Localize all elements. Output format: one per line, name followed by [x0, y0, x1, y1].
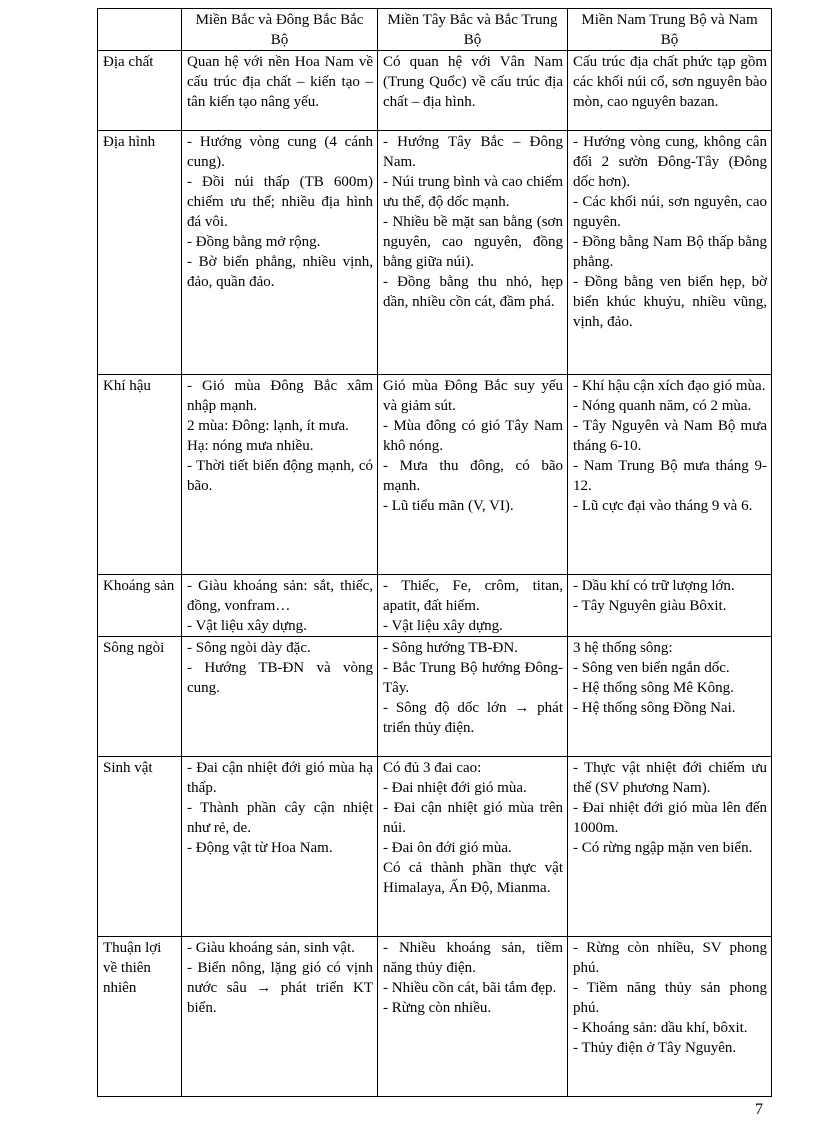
cell-line: - Giàu khoáng sản, sinh vật.: [187, 940, 355, 956]
header-row: [98, 9, 772, 51]
table-cell: [182, 575, 378, 637]
cell-line: - Sông ngòi dày đặc.: [187, 640, 311, 656]
cell-line: - Gió mùa Đông Bắc xâm nhập mạnh.: [187, 378, 373, 414]
table-cell: [378, 51, 568, 131]
table-cell: [182, 637, 378, 757]
table-cell: [378, 375, 568, 575]
table-cell: [568, 937, 772, 1097]
cell-line: Gió mùa Đông Bắc suy yếu và giảm sút.: [383, 378, 563, 414]
cell-line: - Đồng bằng mở rộng.: [187, 234, 321, 250]
cell-line: - Hướng Tây Bắc – Đông Nam.: [383, 134, 563, 170]
cell-line: - Hệ thống sông Đồng Nai.: [573, 700, 736, 716]
cell-line: - Thủy điện ở Tây Nguyên.: [573, 1040, 737, 1056]
page-number: 7: [755, 1101, 763, 1118]
cell-line: - Hệ thống sông Mê Kông.: [573, 680, 734, 696]
cell-line: - Giàu khoáng sản: sắt, thiếc, đồng, vonfram…: [187, 578, 373, 614]
cell-line: - Đồi núi thấp (TB 600m) chiếm ưu thế; nhiều địa hình đá vôi.: [187, 174, 373, 230]
cell-line: - Các khối núi, sơn nguyên, cao nguyên.: [573, 194, 767, 230]
row-label: Thuận lợi về thiên nhiên: [98, 937, 182, 1097]
cell-line: - Mùa đông có gió Tây Nam khô nóng.: [383, 418, 563, 454]
table-cell: [182, 375, 378, 575]
cell-line: - Biển nông, lặng gió có vịnh nước sâu → phát triển KT biển.: [187, 960, 373, 1016]
table-cell: [182, 757, 378, 937]
cell-line: - Sông ven biển ngắn dốc.: [573, 660, 730, 676]
table-cell: [568, 375, 772, 575]
cell-line: - Lũ tiểu mãn (V, VI).: [383, 498, 514, 514]
cell-line: - Thời tiết biến động mạnh, có bão.: [187, 458, 373, 494]
table-cell: [378, 131, 568, 375]
cell-line: Quan hệ với nền Hoa Nam về cấu trúc địa chất – kiến tạo – tân kiến tạo nâng yếu.: [187, 54, 373, 110]
cell-line: - Đai ôn đới gió mùa.: [383, 840, 512, 856]
cell-line: - Vật liệu xây dựng.: [383, 618, 503, 634]
table-cell: [568, 51, 772, 131]
cell-line: - Nhiều cồn cát, bãi tắm đẹp.: [383, 980, 557, 996]
cell-line: - Hướng TB-ĐN và vòng cung.: [187, 660, 373, 696]
table-body: [98, 51, 772, 1097]
table-cell: [378, 757, 568, 937]
cell-line: - Rừng còn nhiều, SV phong phú.: [573, 940, 767, 976]
cell-line: Có cả thành phần thực vật Himalaya, Ấn Độ, Mianma.: [383, 860, 563, 896]
cell-line: - Hướng vòng cung (4 cánh cung).: [187, 134, 373, 170]
row-label: Khí hậu: [98, 375, 182, 575]
table-cell: [182, 937, 378, 1097]
table-cell: [568, 757, 772, 937]
header-southcentral-south: Miền Nam Trung Bộ và Nam Bộ: [568, 9, 772, 51]
cell-line: Cấu trúc địa chất phức tạp gồm các khối núi cổ, sơn nguyên bào mòn, cao nguyên bazan.: [573, 54, 767, 110]
cell-line: - Tây Nguyên và Nam Bộ mưa tháng 6-10.: [573, 418, 767, 454]
cell-line: - Nhiều khoáng sản, tiềm năng thủy điện.: [383, 940, 563, 976]
cell-line: Hạ: nóng mưa nhiều.: [187, 438, 314, 454]
row-label: Sinh vật: [98, 757, 182, 937]
table-cell: [182, 131, 378, 375]
cell-line: - Rừng còn nhiều.: [383, 1000, 492, 1016]
row-label: Sông ngòi: [98, 637, 182, 757]
cell-line: - Hướng vòng cung, không cân đối 2 sườn Đông-Tây (Đông dốc hơn).: [573, 134, 767, 190]
cell-line: - Đồng bằng ven biển hẹp, bờ biển khúc khuỷu, nhiều vũng, vịnh, đảo.: [573, 274, 767, 330]
cell-line: - Lũ cực đại vào tháng 9 và 6.: [573, 498, 753, 514]
cell-line: - Vật liệu xây dựng.: [187, 618, 307, 634]
cell-line: - Bờ biển phẳng, nhiều vịnh, đảo, quần đảo.: [187, 254, 373, 290]
cell-line: 3 hệ thống sông:: [573, 640, 673, 656]
table-cell: [568, 575, 772, 637]
cell-line: - Khí hậu cận xích đạo gió mùa.: [573, 378, 766, 394]
header-north-northeast: Miền Bắc và Đông Bắc Bắc Bộ: [182, 9, 378, 51]
cell-line: - Mưa thu đông, có bão mạnh.: [383, 458, 563, 494]
cell-line: - Tiềm năng thủy sản phong phú.: [573, 980, 767, 1016]
table-row: [98, 937, 772, 1097]
cell-line: - Nhiều bề mặt san bằng (sơn nguyên, cao nguyên, đồng bằng giữa núi).: [383, 214, 563, 270]
cell-line: - Nam Trung Bộ mưa tháng 9-12.: [573, 458, 767, 494]
table-row: [98, 131, 772, 375]
table-cell: [378, 637, 568, 757]
cell-line: - Nóng quanh năm, có 2 mùa.: [573, 398, 752, 414]
cell-line: Có đủ 3 đai cao:: [383, 760, 482, 776]
cell-line: - Đai nhiệt đới gió mùa lên đến 1000m.: [573, 800, 767, 836]
table-row: [98, 757, 772, 937]
comparison-table: [97, 8, 772, 1097]
table-cell: [568, 131, 772, 375]
cell-line: - Đai cận nhiệt gió mùa trên núi.: [383, 800, 563, 836]
table-row: [98, 51, 772, 131]
cell-line: - Động vật từ Hoa Nam.: [187, 840, 333, 856]
table-row: [98, 637, 772, 757]
cell-line: - Thành phần cây cận nhiệt như rẻ, de.: [187, 800, 373, 836]
cell-line: 2 mùa: Đông: lạnh, ít mưa.: [187, 418, 349, 434]
table-row: [98, 575, 772, 637]
cell-line: - Có rừng ngập mặn ven biển.: [573, 840, 753, 856]
table-cell: [378, 937, 568, 1097]
cell-line: Có quan hệ với Vân Nam (Trung Quốc) về cấu trúc địa chất – địa hình.: [383, 54, 563, 110]
cell-line: - Sông độ dốc lớn → phát triển thủy điện.: [383, 700, 563, 736]
cell-line: - Đai cận nhiệt đới gió mùa hạ thấp.: [187, 760, 373, 796]
cell-line: - Tây Nguyên giàu Bôxit.: [573, 598, 727, 614]
cell-line: - Dầu khí có trữ lượng lớn.: [573, 578, 735, 594]
header-northwest-northcentral: Miền Tây Bắc và Bắc Trung Bộ: [378, 9, 568, 51]
table-row: [98, 375, 772, 575]
row-label: Địa chất: [98, 51, 182, 131]
cell-line: - Đai nhiệt đới gió mùa.: [383, 780, 527, 796]
cell-line: - Bắc Trung Bộ hướng Đông-Tây.: [383, 660, 563, 696]
cell-line: - Đồng bằng thu nhỏ, hẹp dần, nhiều cồn cát, đầm phá.: [383, 274, 563, 310]
table-cell: [378, 575, 568, 637]
header-cell-empty: [98, 9, 182, 51]
row-label: Địa hình: [98, 131, 182, 375]
cell-line: - Núi trung bình và cao chiếm ưu thế, độ dốc mạnh.: [383, 174, 563, 210]
cell-line: - Khoáng sản: dầu khí, bôxit.: [573, 1020, 748, 1036]
cell-line: - Đồng bằng Nam Bộ thấp bằng phẳng.: [573, 234, 767, 270]
row-label: Khoáng sản: [98, 575, 182, 637]
cell-line: - Sông hướng TB-ĐN.: [383, 640, 518, 656]
cell-line: - Thiếc, Fe, crôm, titan, apatit, đất hiếm.: [383, 578, 563, 614]
table-cell: [182, 51, 378, 131]
cell-line: - Thực vật nhiệt đới chiếm ưu thế (SV phương Nam).: [573, 760, 767, 796]
table-cell: [568, 637, 772, 757]
